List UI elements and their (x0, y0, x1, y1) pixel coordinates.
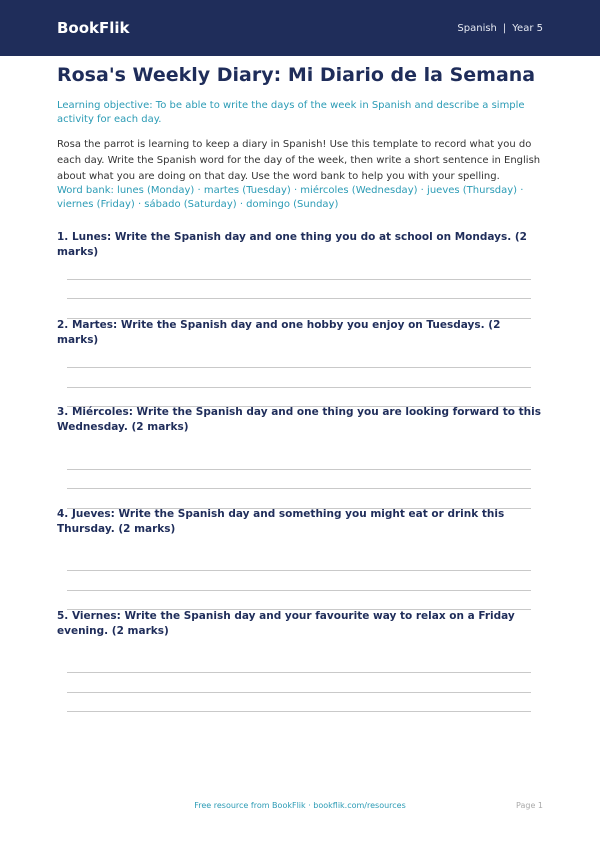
answer-line[interactable] (67, 590, 531, 591)
page-number: Page 1 (516, 801, 543, 810)
question-5: 5. Viernes: Write the Spanish day and your favourite way to relax on a Friday evening. (2 marks) (57, 610, 515, 637)
question-3: 3. Miércoles: Write the Spanish day and one thing you are looking forward to this Wednesday. (2 marks) (57, 406, 541, 433)
worksheet-title: Rosa's Weekly Diary: Mi Diario de la Semana (57, 64, 536, 86)
breadcrumb-separator: | (502, 22, 507, 34)
subject-label: Spanish (457, 22, 497, 34)
question-2: 2. Martes: Write the Spanish day and one hobby you enjoy on Tuesdays. (2 marks) (57, 319, 501, 346)
subject-breadcrumb (457, 23, 543, 34)
brand-logo-text: BookFlik (57, 19, 130, 37)
answer-line[interactable] (67, 672, 531, 673)
answer-line[interactable] (67, 279, 531, 280)
footer-credit: Free resource from BookFlik · bookflik.com/resources (194, 801, 406, 810)
page-header (0, 0, 600, 56)
answer-line[interactable] (67, 692, 531, 693)
question-1: 1. Lunes: Write the Spanish day and one thing you do at school on Mondays. (2 marks) (57, 231, 527, 258)
word-bank: Word bank: lunes (Monday) · martes (Tuesday) · miércoles (Wednesday) · jueves (Thursday) · viernes (Friday) · sábado (Saturday) · domingo (Sunday) (57, 185, 524, 210)
year-label: Year 5 (512, 22, 543, 34)
answer-line[interactable] (67, 711, 531, 712)
intro-paragraph: Rosa the parrot is learning to keep a diary in Spanish! Use this template to record what you do each day. Write the Spanish word for the day of the week, then write a short sentence in English about what you are doing on that day. Use the word bank to help you with your spelling. (57, 139, 541, 182)
answer-line[interactable] (67, 298, 531, 299)
answer-line[interactable] (67, 367, 531, 368)
answer-line[interactable] (67, 488, 531, 489)
answer-line[interactable] (67, 469, 531, 470)
answer-line[interactable] (67, 570, 531, 571)
answer-line[interactable] (67, 387, 531, 388)
question-4: 4. Jueves: Write the Spanish day and something you might eat or drink this Thursday. (2 marks) (57, 508, 505, 535)
learning-objective: Learning objective: To be able to write the days of the week in Spanish and describe a simple activity for each day. (57, 100, 525, 125)
